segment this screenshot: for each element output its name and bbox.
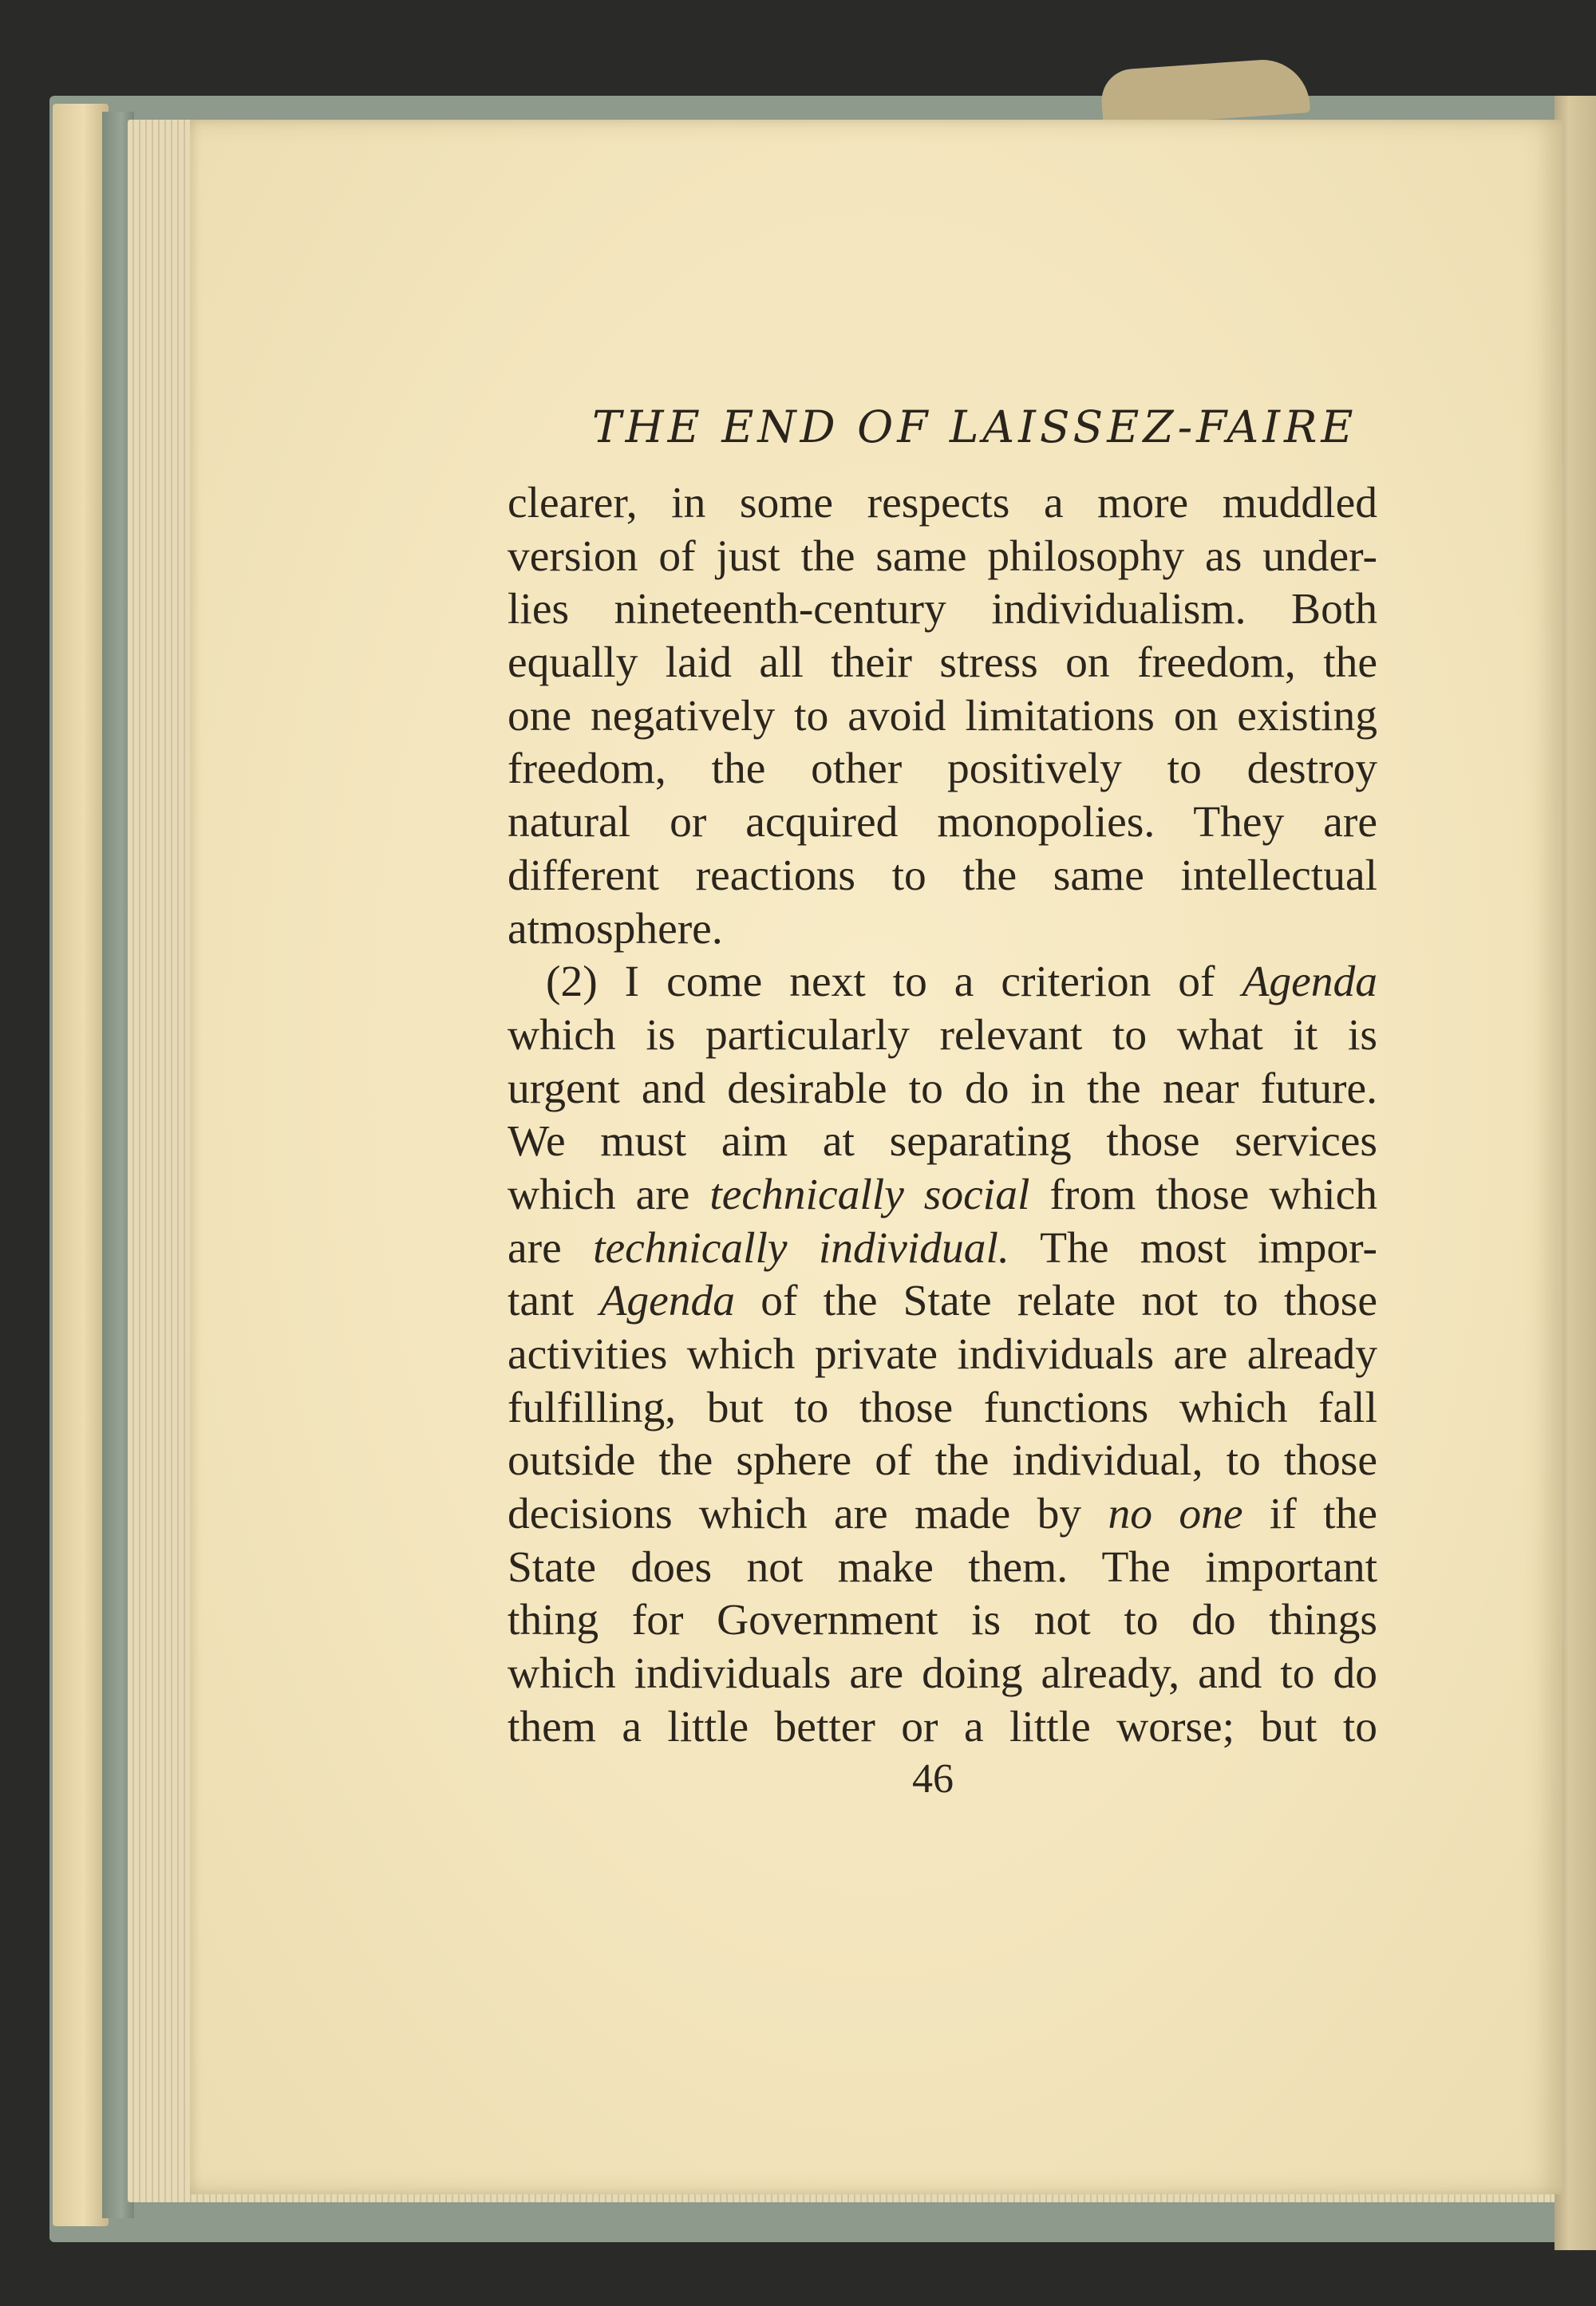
text-run: The most impor-: [1009, 1223, 1377, 1273]
page-number: 46: [912, 1756, 954, 1802]
text-line: urgent and desirable to do in the near future.: [508, 1064, 1377, 1113]
italic-run: technically individual.: [593, 1223, 1009, 1273]
text-line: which is particularly relevant to what it is: [508, 1010, 1377, 1060]
text-line: [508, 1488, 1377, 1542]
italic-run: no one: [1108, 1490, 1243, 1539]
text-line: State does not make them. The important: [508, 1542, 1377, 1592]
text-line: which individuals are doing already, and to do: [508, 1649, 1377, 1699]
text-run: which are: [508, 1170, 710, 1219]
dust-jacket-edge: [53, 104, 109, 2226]
italic-run: Agenda: [599, 1277, 735, 1326]
text-line: [508, 1169, 1377, 1222]
text-line: freedom, the other positively to destroy: [508, 744, 1377, 794]
text-run: decisions which are made by: [508, 1490, 1108, 1539]
italic-run: Agenda: [1242, 958, 1377, 1007]
text-line: We must aim at separating those services: [508, 1117, 1377, 1167]
text-run: tant: [508, 1277, 600, 1326]
text-line: atmosphere.: [508, 904, 723, 954]
text-line: [508, 956, 1377, 1009]
text-run: from those which: [1029, 1170, 1377, 1219]
text-line: them a little better or a little worse; but to: [508, 1702, 1377, 1751]
text-run: if the: [1242, 1490, 1377, 1539]
text-line: different reactions to the same intellectual: [508, 851, 1377, 900]
text-line: activities which private individuals are already: [508, 1330, 1377, 1379]
text-line: outside the sphere of the individual, to those: [508, 1436, 1377, 1486]
text-line: one negatively to avoid limitations on existing: [508, 691, 1377, 740]
text-line: [508, 1222, 1377, 1276]
text-line: natural or acquired monopolies. They are: [508, 798, 1377, 847]
text-line: equally laid all their stress on freedom, the: [508, 638, 1377, 688]
text-line: lies nineteenth-century individualism. Both: [508, 585, 1377, 634]
text-line: clearer, in some respects a more muddled: [508, 479, 1377, 527]
text-run: are: [508, 1223, 594, 1273]
running-head: THE END OF LAISSEZ-FAIRE: [592, 401, 1357, 452]
text-line: fulfilling, but to those functions which fall: [508, 1383, 1377, 1432]
text-run: (2) I come next to a criterion of: [546, 958, 1242, 1007]
text-line: thing for Government is not to do things: [508, 1596, 1377, 1645]
text-line: [508, 1275, 1377, 1329]
body-text: [508, 477, 1377, 1755]
text-line: version of just the same philosophy as under-: [508, 531, 1377, 581]
italic-run: technically social: [709, 1170, 1030, 1219]
text-run: of the State relate not to those: [735, 1277, 1377, 1326]
